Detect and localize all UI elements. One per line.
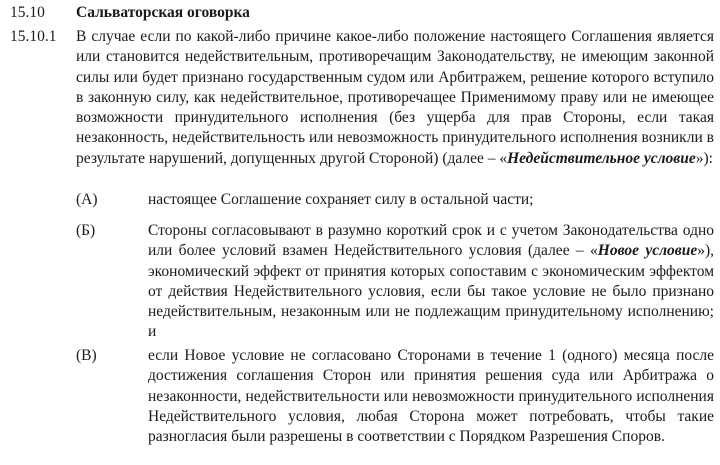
item-letter-b: (Б) [76,222,96,239]
item-text-c [148,346,714,447]
item-text-a [148,190,714,210]
item-c-text: если Новое условие не согласовано Сторонами в течение 1 (одного) месяца после достижения соглашения Сторон или принятия решения суда или Арбитража о незаконности, недействительности или невозможности принудительного исполнения Недействительного условия, любая Сторона может потребовать, чтобы такие разногласия были разрешены в соответствии с Порядком Разрешения Споров. [148,347,714,446]
item-letter-c: (В) [76,347,97,364]
section-number: 15.10 [10,4,45,21]
defined-term-invalid-condition: Недействительное условие [507,149,696,167]
item-letter-a: (А) [76,191,98,208]
item-a-text: настоящее Соглашение сохраняет силу в остальной части; [148,191,534,208]
item-b-text-after: »), экономический эффект от принятия которых сопоставим с экономическим эффектом от действия Недействительного условия, если бы такое условие не было признано недействительным, незаконным или не подлежащим принудительному исполнению; и [148,242,714,341]
item-text-b [148,221,714,343]
defined-term-new-condition: Новое условие [597,242,698,260]
clause-number: 15.10.1 [10,28,57,45]
clause-text-after: »): [695,149,713,167]
clause-text [76,27,714,169]
section-title: Сальваторская оговорка [76,4,250,21]
item-b-text-before: Стороны согласовывают в разумно короткий срок и с учетом Законодательства одно или более условий взамен Недействительного условия (далее – « [148,222,714,260]
clause-text-before: В случае если по какой-либо причине какое-либо положение настоящего Соглашения является или становится недействительным, противоречащим Законодательству, не имеющим законной силы или будет признано государственным судом или Арбитражем, решение которого вступило в законную силу, как недействительное, противоречащее Применимому праву или не имеющее возможности принудительного исполнения (без ущерба для прав Стороны, если такая незаконность, недействительность или невозможность принудительного исполнения возникли в результате нарушений, допущенных другой Стороной) (далее – « [76,28,714,167]
